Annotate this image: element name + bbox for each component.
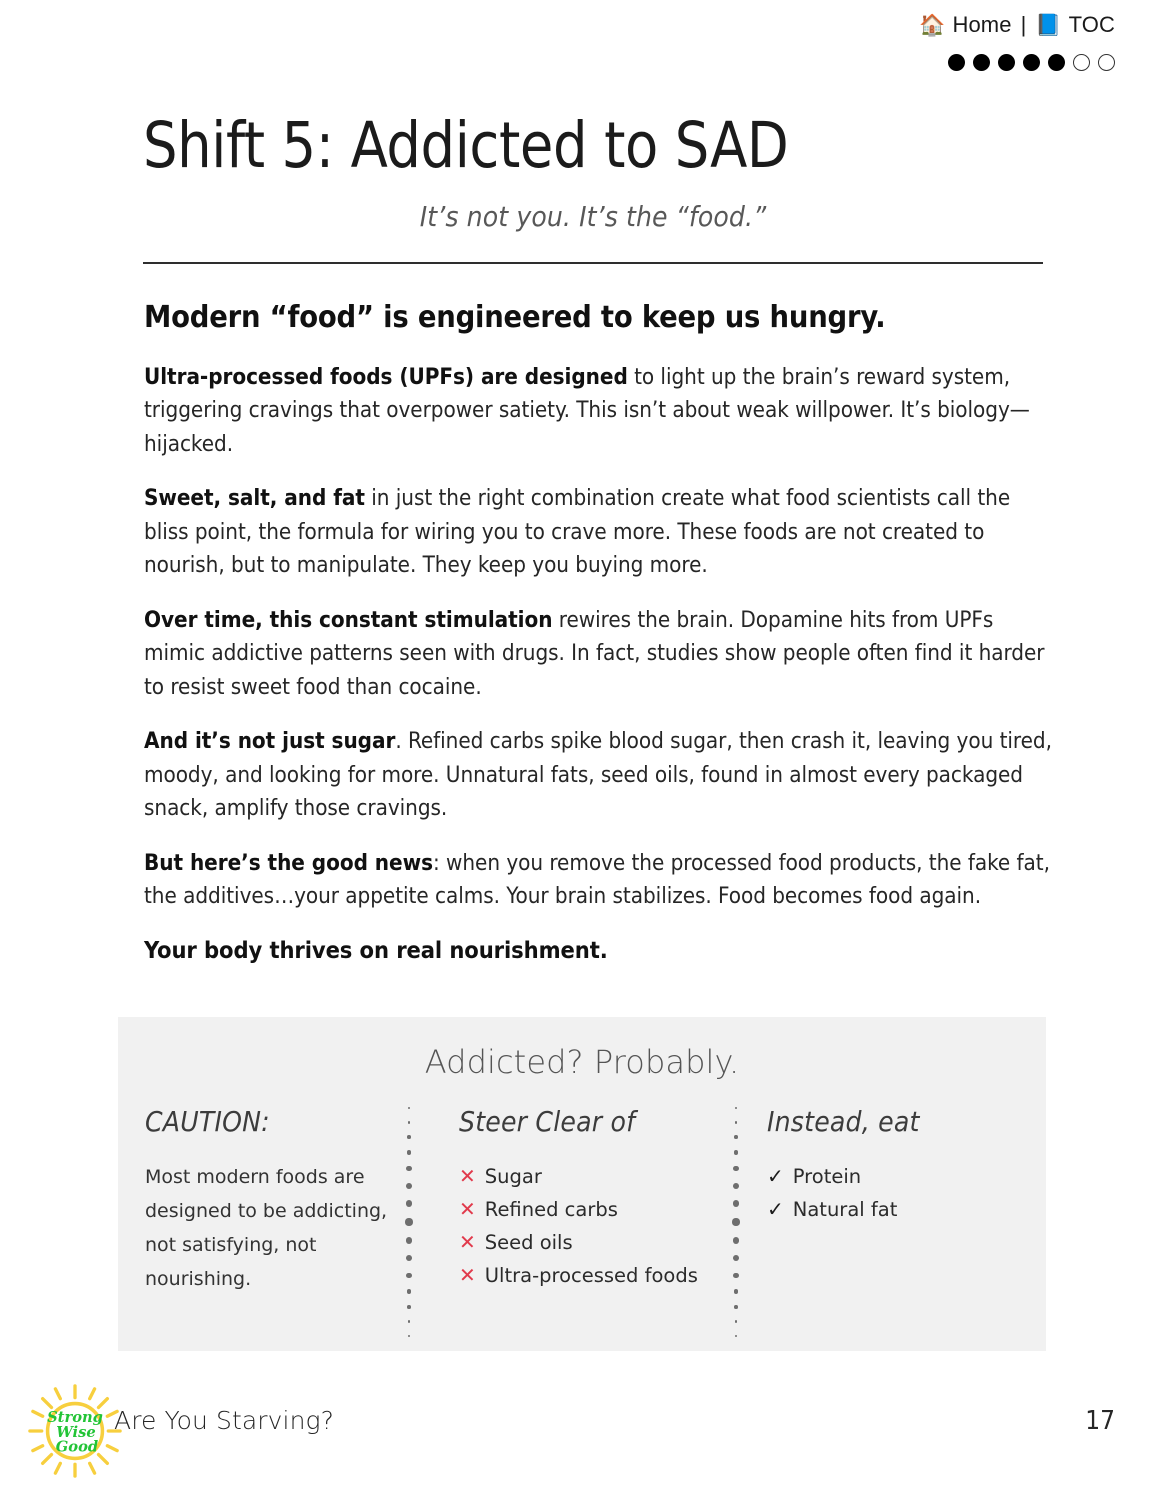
progress-dot bbox=[1048, 54, 1065, 71]
list-item-label: Sugar bbox=[484, 1165, 542, 1188]
column-divider-dots bbox=[730, 1107, 742, 1337]
divider-dot bbox=[406, 1237, 413, 1244]
list-item bbox=[767, 1193, 1046, 1226]
body-paragraph: Over time, this constant stimulation rewires the brain. Dopamine hits from UPFs mimic addictive patterns seen with drugs. In fact, studies show people often find it harder to resist sweet food than cocaine. bbox=[144, 606, 1045, 700]
toc-link[interactable]: TOC bbox=[1068, 12, 1115, 37]
cross-icon: ✕ bbox=[459, 1164, 476, 1188]
nav-separator: | bbox=[1020, 12, 1027, 37]
cross-icon: ✕ bbox=[459, 1263, 476, 1287]
divider-dot bbox=[405, 1218, 412, 1225]
list-item bbox=[767, 1160, 1046, 1193]
blue-book-icon: 📘 bbox=[1035, 13, 1062, 37]
body-paragraph: But here’s the good news: when you remove the processed food products, the fake fat, the additives…your appetite calms. Your brain stabilizes. Food becomes food again. bbox=[144, 849, 1050, 910]
divider-dot bbox=[733, 1183, 739, 1189]
paragraph-lead: Sweet, salt, and fat bbox=[144, 485, 365, 512]
check-icon: ✓ bbox=[767, 1164, 784, 1188]
progress-dot bbox=[998, 54, 1015, 71]
paragraph-lead: Ultra-processed foods (UPFs) are designed bbox=[144, 363, 628, 390]
home-link[interactable]: Home bbox=[952, 12, 1012, 37]
callout-panel bbox=[118, 1017, 1046, 1351]
progress-dot bbox=[948, 54, 965, 71]
divider-dot bbox=[406, 1200, 413, 1207]
page-title: Shift 5: Addicted to SAD bbox=[143, 109, 789, 182]
progress-dot bbox=[1023, 54, 1040, 71]
divider-dot bbox=[733, 1200, 740, 1207]
brand-logo-sun-icon bbox=[26, 1382, 124, 1480]
section-heading: Modern “food” is engineered to keep us hungry. bbox=[144, 300, 886, 335]
page-number: 17 bbox=[1085, 1406, 1115, 1436]
article-body bbox=[144, 300, 1052, 964]
column-body-text: Most modern foods are designed to be addicting, not satisfying, not nourishing. bbox=[145, 1166, 388, 1290]
page-footer bbox=[0, 1382, 1159, 1492]
divider-dot bbox=[734, 1289, 738, 1293]
divider-dot bbox=[407, 1305, 411, 1309]
list-item-label: Protein bbox=[792, 1165, 862, 1188]
body-paragraph: Ultra-processed foods (UPFs) are designed to light up the brain’s reward system, triggering cravings that overpower satiety. This isn’t about weak willpower. It’s biology—hijacked. bbox=[144, 363, 1030, 457]
list-item-label: Natural fat bbox=[792, 1198, 898, 1221]
divider-dot bbox=[735, 1107, 737, 1109]
paragraph-lead: But here’s the good news bbox=[144, 849, 433, 876]
divider-dot bbox=[734, 1135, 738, 1139]
footer-book-title: Are You Starving? bbox=[114, 1406, 335, 1435]
list-item bbox=[459, 1226, 728, 1259]
divider-dot bbox=[406, 1166, 411, 1171]
divider-dot bbox=[406, 1183, 412, 1189]
house-icon: 🏠 bbox=[919, 13, 946, 37]
divider-dot bbox=[406, 1255, 412, 1261]
list-item-label: Seed oils bbox=[484, 1231, 573, 1254]
avoid-list bbox=[435, 1160, 728, 1292]
divider-dot bbox=[732, 1218, 739, 1225]
logo-line: Wise bbox=[56, 1423, 96, 1441]
divider-dot bbox=[408, 1320, 411, 1323]
divider-dot bbox=[406, 1273, 411, 1278]
column-divider-dots bbox=[403, 1107, 415, 1337]
body-paragraph: Sweet, salt, and fat in just the right combination create what food scientists call the bliss point, the formula for wiring you to crave more. These foods are not created to nourish, but to manipulate. They keep you buying more. bbox=[144, 485, 1011, 579]
check-icon: ✓ bbox=[767, 1197, 784, 1221]
callout-column-caution bbox=[118, 1093, 405, 1351]
eat-list bbox=[755, 1160, 1046, 1226]
logo-line: Good bbox=[55, 1438, 99, 1456]
divider-dot bbox=[735, 1320, 738, 1323]
list-item bbox=[459, 1259, 728, 1292]
divider-dot bbox=[408, 1335, 410, 1337]
cross-icon: ✕ bbox=[459, 1230, 476, 1254]
divider-dot bbox=[734, 1150, 738, 1154]
progress-dot bbox=[1098, 54, 1115, 71]
divider-dot bbox=[407, 1135, 411, 1139]
list-item bbox=[459, 1193, 728, 1226]
progress-dots bbox=[948, 54, 1115, 71]
list-item-label: Ultra-processed foods bbox=[484, 1264, 698, 1287]
divider-dot bbox=[735, 1335, 737, 1337]
top-navigation bbox=[919, 12, 1115, 38]
paragraph-lead: And it’s not just sugar bbox=[144, 728, 396, 755]
cross-icon: ✕ bbox=[459, 1197, 476, 1221]
divider-dot bbox=[408, 1107, 410, 1109]
page-subtitle: It’s not you. It’s the “food.” bbox=[419, 200, 767, 233]
closing-line: Your body thrives on real nourishment. bbox=[144, 935, 608, 964]
callout-column-eat bbox=[728, 1093, 1046, 1351]
divider-dot bbox=[733, 1237, 740, 1244]
callout-columns bbox=[118, 1093, 1046, 1351]
logo-line: Strong bbox=[47, 1409, 103, 1427]
paragraph-list bbox=[144, 361, 1052, 914]
column-heading: Steer Clear of bbox=[459, 1105, 636, 1138]
progress-dot bbox=[973, 54, 990, 71]
body-paragraph: And it’s not just sugar. Refined carbs spike blood sugar, then crash it, leaving you tired, moody, and looking for more. Unnatural fats, seed oils, found in almost every packaged snack, amplify those cravings. bbox=[144, 728, 1052, 822]
divider-dot bbox=[734, 1305, 738, 1309]
divider-dot bbox=[408, 1121, 411, 1124]
divider-dot bbox=[733, 1255, 739, 1261]
divider-dot bbox=[733, 1273, 738, 1278]
divider-dot bbox=[735, 1121, 738, 1124]
callout-title: Addicted? Probably. bbox=[424, 1043, 740, 1081]
column-heading: CAUTION: bbox=[145, 1105, 270, 1138]
divider-dot bbox=[733, 1166, 738, 1171]
progress-dot bbox=[1073, 54, 1090, 71]
divider-dot bbox=[407, 1289, 411, 1293]
list-item-label: Refined carbs bbox=[484, 1198, 618, 1221]
callout-column-avoid bbox=[405, 1093, 728, 1351]
paragraph-lead: Over time, this constant stimulation bbox=[144, 606, 553, 633]
column-heading: Instead, eat bbox=[767, 1105, 920, 1138]
list-item bbox=[459, 1160, 728, 1193]
divider-dot bbox=[407, 1150, 411, 1154]
title-divider-rule bbox=[143, 262, 1043, 264]
